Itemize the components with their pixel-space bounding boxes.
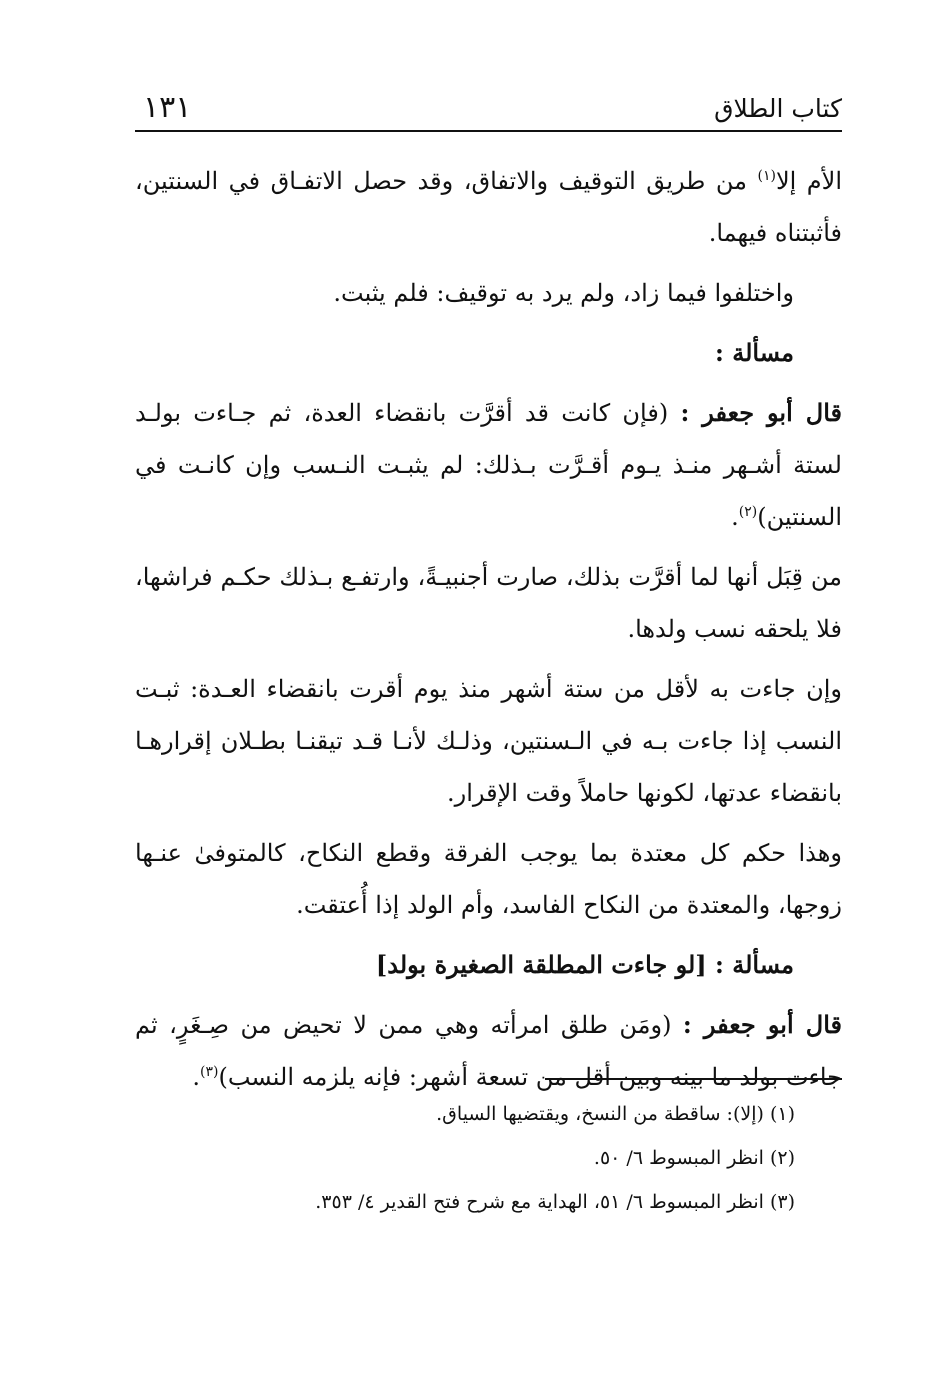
paragraph-1-rest: من طريق التوقيف والاتفاق، وقد حصل الاتفـاق في السنتين، فأثبتناه فيهما.: [135, 167, 842, 247]
main-text: [135, 155, 842, 1111]
quote-speaker-2: قال أبو جعفر :: [682, 1010, 842, 1039]
paragraph-5: وإن جاءت به لأقل من ستة أشهر منذ يوم أقرت بانقضاء العـدة: ثبـت النسب إذا جاءت بـه في الـسنتين، وذلـك لأنـا قـد تيقنـا بطـلان إقرارهـا بانقضاء عدتها، لكونها حاملاً وقت الإقرار.: [135, 675, 842, 807]
paragraph-3: [135, 387, 842, 543]
quote-text-2: (ومَن طلق امرأته وهي ممن لا تحيض من صِـغَرٍ، ثم جاءت بولد ما بينه وبين أقل من تسعة أشهر: فإنه يلزمه النسب): [135, 1011, 842, 1091]
quote-speaker-1: قال أبو جعفر :: [680, 398, 842, 427]
section-heading-1: مسألة :: [715, 338, 794, 367]
paragraph-6: وهذا حكم كل معتدة بما يوجب الفرقة وقطع النكاح، كالمتوفىٰ عنـها زوجها، والمعتدة من النكاح الفاسد، وأم الولد إذا أُعتقت.: [135, 839, 842, 919]
page-number: ١٣١: [143, 90, 192, 125]
running-title: كتاب الطلاق: [714, 94, 842, 123]
paragraph-7: [135, 999, 842, 1103]
quote-end-2: .: [192, 1063, 200, 1091]
page-header: [135, 88, 842, 132]
quote-end-1: .: [731, 503, 739, 531]
footnote-separator: [545, 1078, 842, 1080]
footnote-3: (٣) انظر المبسوط ٦/ ٥١، الهداية مع شرح فتح القدير ٤/ ٣٥٣.: [315, 1191, 795, 1213]
paragraph-2: واختلفوا فيما زاد، ولم يرد به توقيف: فلم يثبت.: [333, 279, 794, 307]
footnote-1: (١) (إلا): ساقطة من النسخ، ويقتضيها السياق.: [436, 1103, 795, 1125]
footnote-ref-1: (١): [757, 168, 776, 184]
footnote-2: (٢) انظر المبسوط ٦/ ٥٠.: [593, 1147, 795, 1169]
quote-text-1: (فإن كانت قد أقرَّت بانقضاء العدة، ثم جـاءت بولـد لستة أشـهر منـذ يـوم أقـرَّت بـذلك: لم يثبـت النـسب وإن كانـت في السنتين): [135, 399, 842, 531]
section-heading-2: مسألة : [لو جاءت المطلقة الصغيرة بولد]: [375, 950, 794, 979]
footnotes: [135, 1092, 795, 1224]
footnote-ref-2: (٢): [738, 504, 758, 520]
footnote-ref-3: (٣): [199, 1064, 219, 1080]
paragraph-1: [135, 155, 842, 259]
paragraph-4: من قِبَل أنها لما أقرَّت بذلك، صارت أجنبيـةً، وارتفـع بـذلك حكـم فراشها، فلا يلحقه نسب ولدها.: [135, 563, 842, 643]
paragraph-1-start: الأم إلا: [775, 167, 843, 195]
